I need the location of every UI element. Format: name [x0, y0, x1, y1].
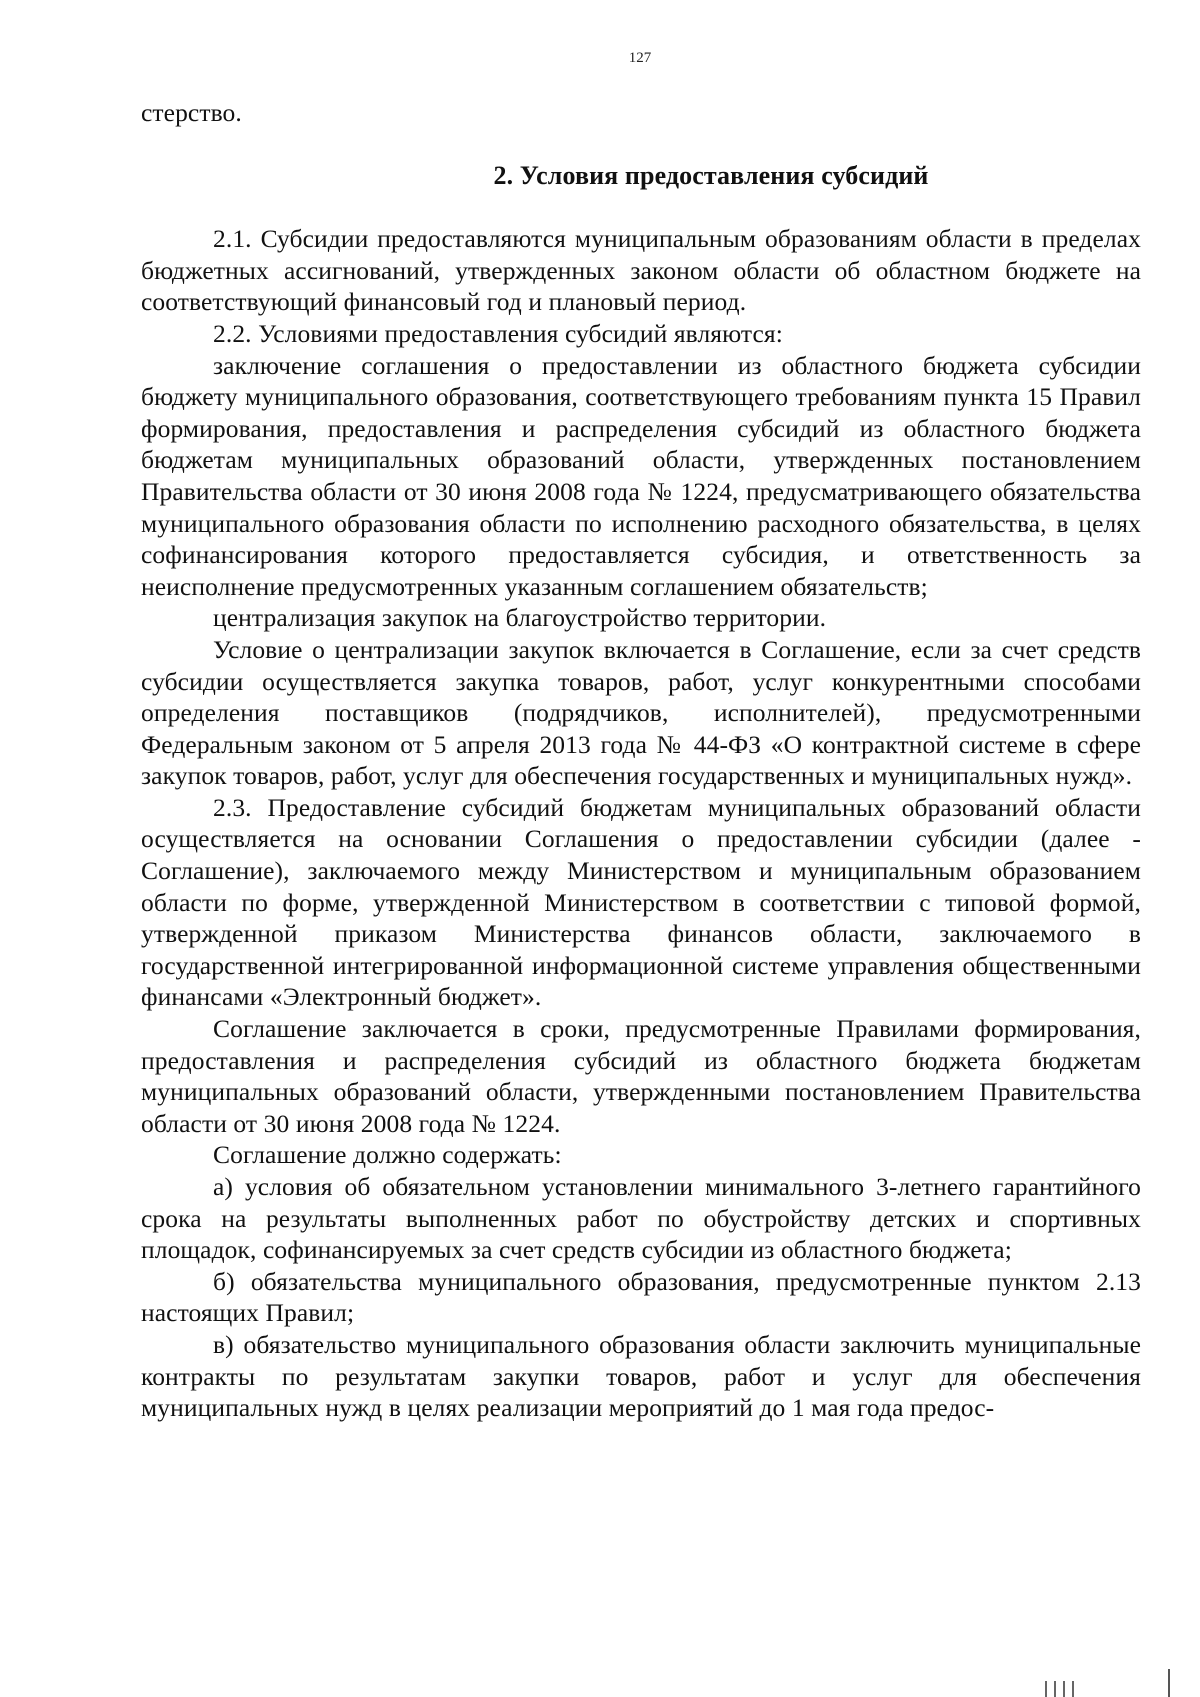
- paragraph-centralization-condition: Условие о централизации закупок включается в Соглашение, если за счет средств субсидии осуществляется закупка товаров, работ, услуг конкурентными способами определения поставщиков (подрядчиков, исполнителей), предусмотренными Федеральным законом от 5 апреля 2013 года № 44-ФЗ «О контрактной системе в сфере закупок товаров, работ, услуг для обеспечения государственных и муниципальных нужд».: [141, 634, 1141, 791]
- document-body: [141, 97, 1141, 1424]
- page-number: 127: [628, 50, 652, 66]
- list-item-b: б) обязательства муниципального образования, предусмотренные пунктом 2.13 настоящих Правил;: [141, 1266, 1141, 1328]
- paragraph-agreement-terms: Соглашение заключается в сроки, предусмотренные Правилами формирования, предоставления и распределения субсидий из областного бюджета бюджетам муниципальных образований области, утвержденными постановлением Правительства области от 30 июня 2008 года № 1224.: [141, 1014, 1141, 1138]
- paragraph-agreement-contents: Соглашение должно содержать:: [213, 1140, 562, 1170]
- paragraph-2-1: 2.1. Субсидии предоставляются муниципальным образованиям области в пределах бюджетных ассигнований, утвержденных законом области об областном бюджете на соответствующий финансовый год и плановый период.: [141, 224, 1141, 317]
- continuation-text: стерство.: [141, 98, 242, 127]
- scan-bottom-marks: [1045, 1681, 1089, 1697]
- paragraph-2-2: 2.2. Условиями предоставления субсидий являются:: [213, 318, 783, 348]
- list-item-a: а) условия об обязательном установлении минимального 3-летнего гарантийного срока на результаты выполненных работ по обустройству детских и спортивных площадок, софинансируемых за счет средств субсидии из областного бюджета;: [141, 1172, 1141, 1265]
- paragraph-agreement-condition: заключение соглашения о предоставлении из областного бюджета субсидии бюджету муниципального образования, соответствующего требованиям пункта 15 Правил формирования, предоставления и распределения субсидий из областного бюджета бюджетам муниципальных образований области, утвержденных постановлением Правительства области от 30 июня 2008 года № 1224, предусматривающего обязательства муниципального образования области по исполнению расходного обязательства, в целях софинансирования которого предоставляется субсидия, и ответственность за неисполнение предусмотренных указанным соглашением обязательств;: [141, 350, 1141, 601]
- paragraph-2-3: 2.3. Предоставление субсидий бюджетам муниципальных образований области осуществляется на основании Соглашения о предоставлении субсидии (далее - Соглашение), заключаемого между Министерством и муниципальным образованием области по форме, утвержденной Министерством в соответствии с типовой формой, утвержденной приказом Министерства финансов области, заключаемого в государственной интегрированной информационной системе управления общественными финансами «Электронный бюджет».: [141, 792, 1141, 1012]
- section-heading: 2. Условия предоставления субсидий: [493, 160, 929, 190]
- list-item-c: в) обязательство муниципального образования области заключить муниципальные контракты по результатам закупки товаров, работ и услуг для обеспечения муниципальных нужд в целях реализации мероприятий до 1 мая года предос-: [141, 1329, 1141, 1423]
- scan-edge-mark: [1168, 1669, 1170, 1697]
- paragraph-centralization: централизация закупок на благоустройство территории.: [213, 603, 827, 633]
